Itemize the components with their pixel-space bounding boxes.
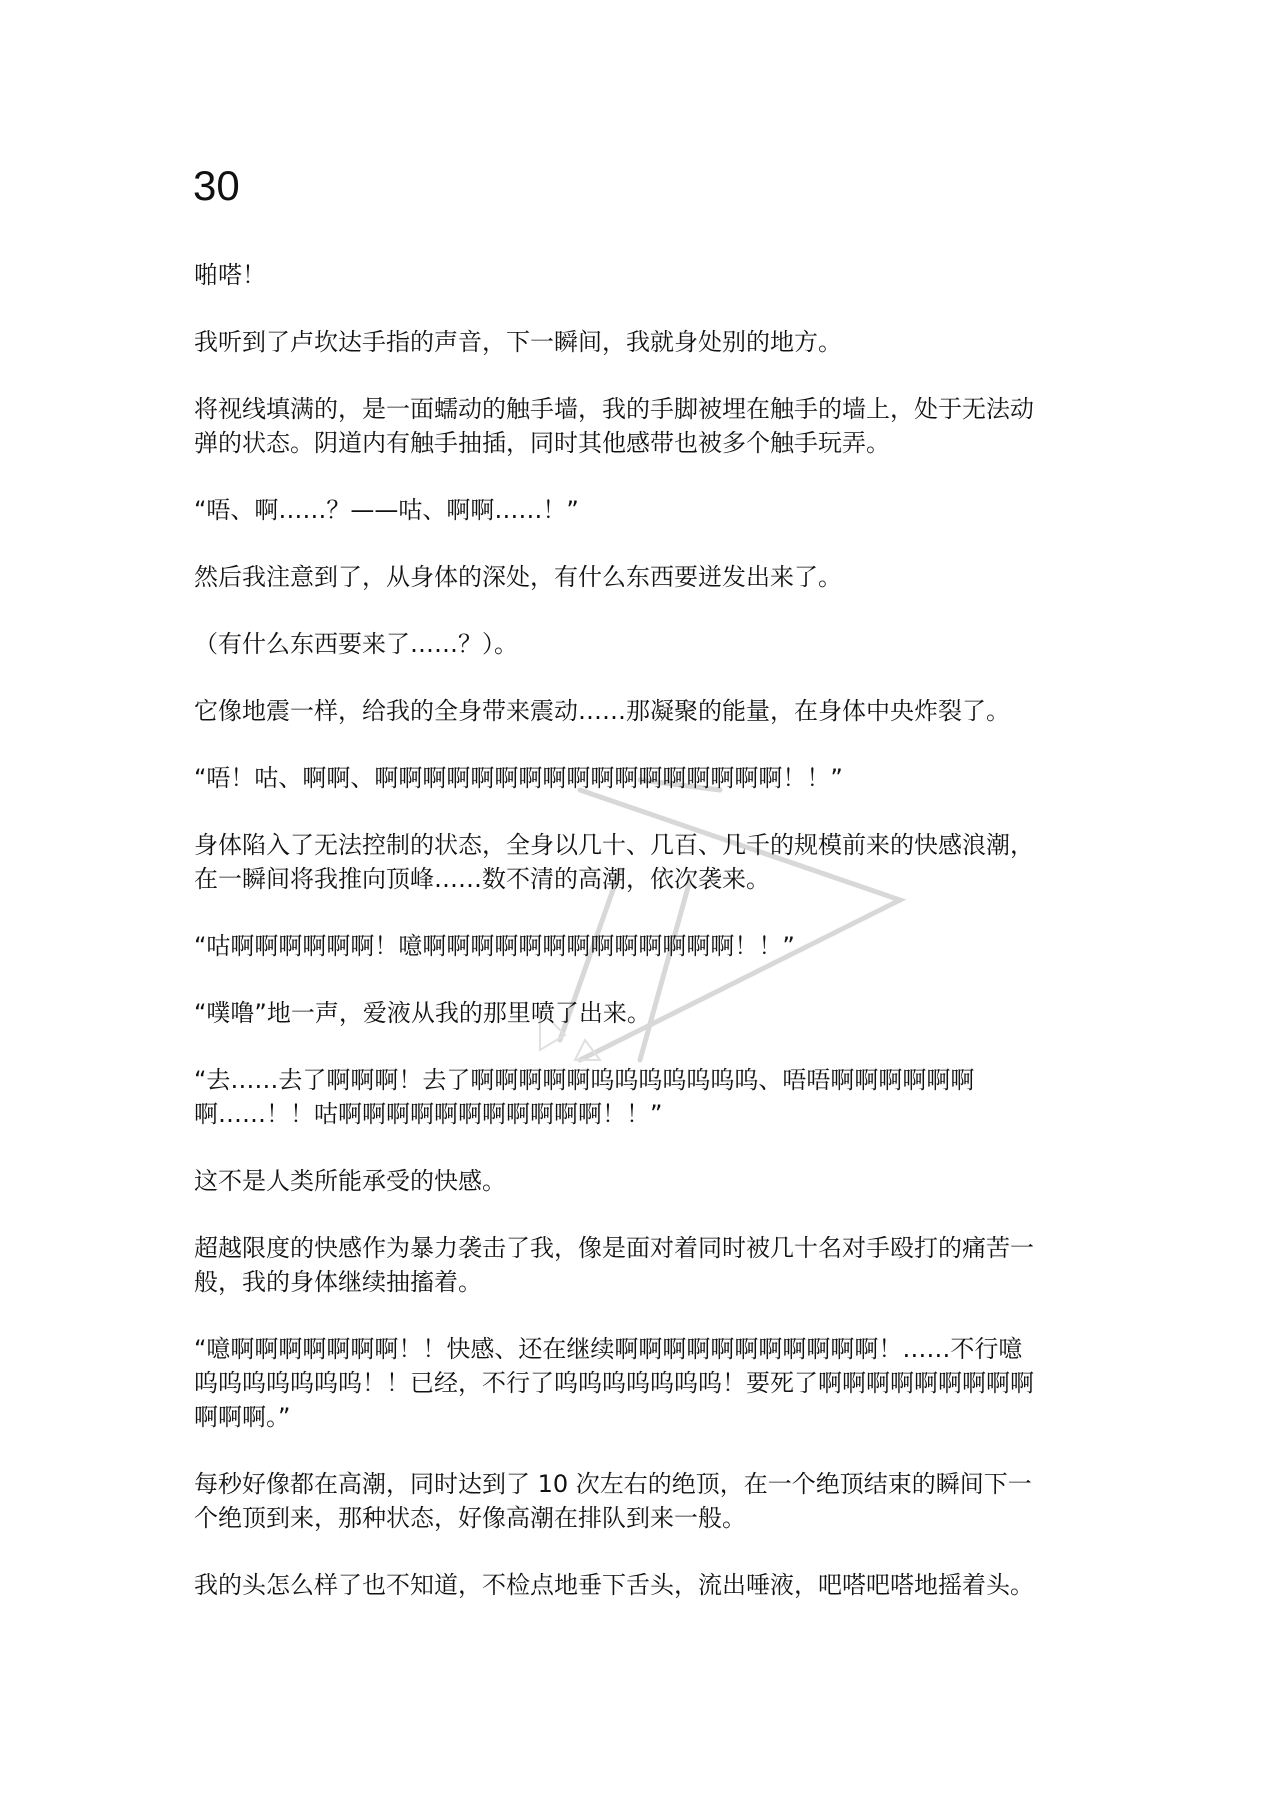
paragraph-line: “噫啊啊啊啊啊啊啊！！快感、还在继续啊啊啊啊啊啊啊啊啊啊啊！……不行噫 bbox=[194, 1335, 1023, 1363]
chapter-body bbox=[194, 258, 1094, 1635]
paragraph-line: 我听到了卢坎达手指的声音，下一瞬间，我就身处别的地方。 bbox=[194, 328, 842, 356]
paragraph-line: “去……去了啊啊啊！去了啊啊啊啊啊呜呜呜呜呜呜呜、唔唔啊啊啊啊啊啊 bbox=[194, 1066, 975, 1094]
paragraph-line: 个绝顶到来，那种状态，好像高潮在排队到来一般。 bbox=[194, 1504, 746, 1532]
paragraph-line: “咕啊啊啊啊啊啊！噫啊啊啊啊啊啊啊啊啊啊啊啊啊！！” bbox=[194, 932, 795, 960]
paragraph bbox=[194, 1231, 1094, 1299]
chapter-title: 30 bbox=[193, 162, 240, 209]
paragraph bbox=[194, 828, 1094, 896]
paragraph bbox=[194, 929, 1094, 963]
paragraph-line: “噗噜”地一声，爱液从我的那里喷了出来。 bbox=[194, 999, 651, 1027]
paragraph bbox=[194, 694, 1094, 728]
paragraph-line: 这不是人类所能承受的快感。 bbox=[194, 1167, 506, 1195]
paragraph bbox=[194, 1063, 1094, 1131]
paragraph-line: “唔、啊……？——咕、啊啊……！” bbox=[194, 496, 579, 524]
paragraph bbox=[194, 1467, 1094, 1535]
paragraph bbox=[194, 560, 1094, 594]
paragraph-line: 呜呜呜呜呜呜呜！！已经，不行了呜呜呜呜呜呜呜！要死了啊啊啊啊啊啊啊啊啊 bbox=[194, 1369, 1034, 1397]
paragraph-line: “唔！咕、啊啊、啊啊啊啊啊啊啊啊啊啊啊啊啊啊啊啊啊！！” bbox=[194, 764, 843, 792]
paragraph bbox=[194, 1164, 1094, 1198]
paragraph-line: 它像地震一样，给我的全身带来震动……那凝聚的能量，在身体中央炸裂了。 bbox=[194, 697, 1010, 725]
paragraph-line: 将视线填满的，是一面蠕动的触手墙，我的手脚被埋在触手的墙上，处于无法动 bbox=[194, 395, 1034, 423]
paragraph-line: 弹的状态。阴道内有触手抽插，同时其他感带也被多个触手玩弄。 bbox=[194, 429, 890, 457]
paragraph-line: 啊……！！咕啊啊啊啊啊啊啊啊啊啊啊！！” bbox=[194, 1100, 663, 1128]
paragraph-line: （有什么东西要来了……？）。 bbox=[194, 630, 518, 658]
paragraph-line: 然后我注意到了，从身体的深处，有什么东西要迸发出来了。 bbox=[194, 563, 842, 591]
paragraph bbox=[194, 325, 1094, 359]
paragraph-line: 身体陷入了无法控制的状态，全身以几十、几百、几千的规模前来的快感浪潮， bbox=[194, 831, 1034, 859]
paragraph bbox=[194, 392, 1094, 460]
paragraph-line: 般，我的身体继续抽搐着。 bbox=[194, 1268, 482, 1296]
paragraph-line: 超越限度的快感作为暴力袭击了我，像是面对着同时被几十名对手殴打的痛苦一 bbox=[194, 1234, 1034, 1262]
paragraph bbox=[194, 1332, 1094, 1434]
paragraph bbox=[194, 627, 1094, 661]
paragraph-line: 我的头怎么样了也不知道，不检点地垂下舌头，流出唾液，吧嗒吧嗒地摇着头。 bbox=[194, 1571, 1034, 1599]
paragraph-line: 啊啊啊。” bbox=[194, 1403, 291, 1431]
paragraph-line: 在一瞬间将我推向顶峰……数不清的高潮，依次袭来。 bbox=[194, 865, 770, 893]
paragraph bbox=[194, 1568, 1094, 1602]
paragraph bbox=[194, 996, 1094, 1030]
paragraph bbox=[194, 761, 1094, 795]
paragraph-line: 每秒好像都在高潮，同时达到了 10 次左右的绝顶，在一个绝顶结束的瞬间下一 bbox=[194, 1470, 1032, 1498]
paragraph bbox=[194, 258, 1094, 292]
paragraph-line: 啪嗒！ bbox=[194, 261, 266, 289]
paragraph bbox=[194, 493, 1094, 527]
